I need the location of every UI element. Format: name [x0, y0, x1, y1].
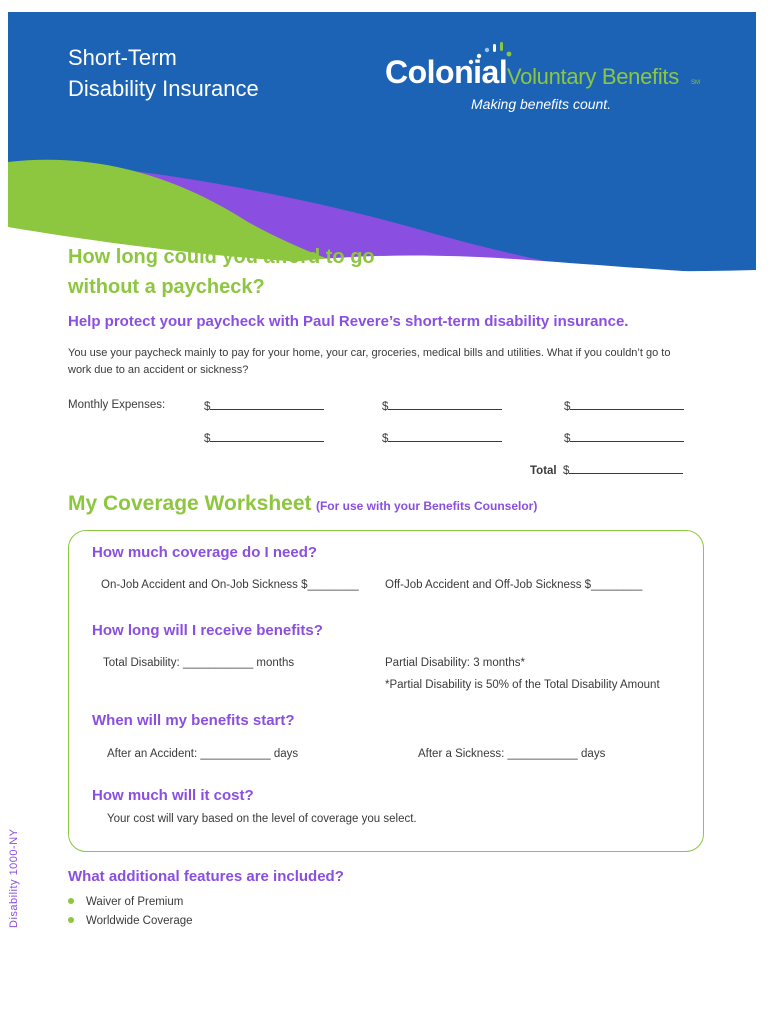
- blank-line: [210, 431, 324, 442]
- list-item: [68, 893, 193, 912]
- currency-symbol: $: [382, 433, 389, 445]
- blank-line: [569, 463, 683, 474]
- question-benefit-start: When will my benefits start?: [92, 712, 295, 729]
- title-line-1: Short-Term: [68, 45, 177, 70]
- headline-line-1: How long could you afford to go: [68, 246, 375, 268]
- total-disability-field[interactable]: Total Disability: ___________ months: [103, 657, 295, 669]
- currency-symbol: $: [564, 401, 571, 413]
- worksheet-heading: My Coverage Worksheet: [68, 492, 312, 515]
- feature-label: Waiver of Premium: [86, 896, 184, 908]
- question-cost: How much will it cost?: [92, 787, 254, 804]
- monthly-expenses-label: Monthly Expenses:: [68, 399, 166, 411]
- on-job-coverage-field[interactable]: On-Job Accident and On-Job Sickness $________: [101, 579, 359, 591]
- form-number-label: Disability 1000-NY: [8, 828, 20, 928]
- partial-disability-note: *Partial Disability is 50% of the Total Disability Amount: [385, 679, 660, 691]
- headline: [68, 242, 375, 302]
- blank-line: [210, 399, 324, 410]
- intro-paragraph: You use your paycheck mainly to pay for your home, your car, groceries, medical bills and utilities. What if you couldn’t go to work due to an accident or sickness?: [68, 347, 671, 376]
- logo-tagline: Making benefits count.: [471, 96, 612, 112]
- subhead: Help protect your paycheck with Paul Revere’s short-term disability insurance.: [68, 313, 629, 330]
- partial-disability-text: Partial Disability: 3 months*: [385, 657, 525, 669]
- logo-voluntary-benefits-text: Voluntary Benefits: [507, 64, 679, 89]
- expense-field-6[interactable]: [564, 431, 684, 445]
- currency-symbol: $: [563, 465, 570, 477]
- expense-field-3[interactable]: [564, 399, 684, 413]
- expense-total-field[interactable]: [530, 463, 683, 477]
- accident-days-field[interactable]: After an Accident: ___________ days: [107, 748, 299, 760]
- total-label: Total: [530, 465, 557, 477]
- currency-symbol: $: [564, 433, 571, 445]
- expense-field-2[interactable]: [382, 399, 502, 413]
- expense-field-4[interactable]: [204, 431, 324, 445]
- currency-symbol: $: [204, 433, 211, 445]
- sickness-days-field[interactable]: After a Sickness: ___________ days: [418, 748, 606, 760]
- bullet-icon: [68, 898, 74, 904]
- blank-line: [570, 399, 684, 410]
- blank-line: [388, 399, 502, 410]
- logo-trademark: SM: [691, 80, 700, 86]
- blank-line: [388, 431, 502, 442]
- expense-field-5[interactable]: [382, 431, 502, 445]
- logo-colonial-text: Colonial: [385, 54, 508, 90]
- currency-symbol: $: [382, 401, 389, 413]
- bullet-icon: [68, 917, 74, 923]
- worksheet-title: [68, 492, 537, 516]
- off-job-coverage-field[interactable]: Off-Job Accident and Off-Job Sickness $________: [385, 579, 643, 591]
- list-item: [68, 912, 193, 931]
- colonial-logo: [385, 40, 705, 120]
- features-list: [68, 893, 193, 931]
- expense-field-1[interactable]: [204, 399, 324, 413]
- currency-symbol: $: [204, 401, 211, 413]
- title-line-2: Disability Insurance: [68, 76, 259, 101]
- features-title: What additional features are included?: [68, 868, 344, 885]
- cost-text: Your cost will vary based on the level of coverage you select.: [107, 813, 417, 825]
- headline-line-2: without a paycheck?: [68, 276, 265, 298]
- blank-line: [570, 431, 684, 442]
- question-benefit-duration: How long will I receive benefits?: [92, 622, 323, 639]
- feature-label: Worldwide Coverage: [86, 915, 193, 927]
- document-title: [68, 42, 259, 104]
- worksheet-subtitle: (For use with your Benefits Counselor): [315, 499, 538, 513]
- question-coverage: How much coverage do I need?: [92, 544, 318, 561]
